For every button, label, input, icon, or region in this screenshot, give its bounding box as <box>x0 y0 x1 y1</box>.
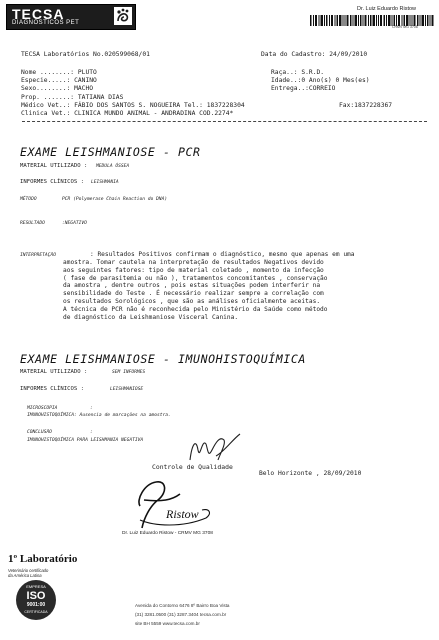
interp-line: da amostra , dentre outros , pois estas situações podem interferir na <box>63 282 321 290</box>
pet-icon <box>114 7 132 25</box>
exam2-imuno-result: IMUNOHISTOQUÍMICA: Ausencia de marcações na amostra. <box>27 413 171 418</box>
lab-id-line: TECSA Laboratórios No.020599068/01 <box>21 51 150 58</box>
badge-sub2: da América Latina <box>8 573 42 578</box>
certification-badge <box>6 553 78 635</box>
vet-fax: Fax:1837228367 <box>339 102 393 109</box>
exam2-material-label: MATERIAL UTILIZADO : <box>20 369 88 375</box>
patient-species: Especie.....: CANINO <box>21 77 97 84</box>
patient-breed: Raça..: S.R.D. <box>271 69 325 76</box>
interp-line: os resultados Sorológicos , que são as análises oficialmente aceitas. <box>63 298 321 306</box>
owner-name: Prop. .......: TATIANA DIAS <box>21 94 124 101</box>
iso-seal-icon <box>16 580 56 620</box>
interp-line: sensibilidade do Teste . É necessário realizar sempre a correlação com <box>63 290 324 298</box>
exam1-interpretation <box>63 251 435 322</box>
interp-line: aos seguintes fatores: tipo de material coletado , momento da infecção <box>63 266 324 274</box>
exam2-conclusion-value: IMUNOHISTOQUÍMICA PARA LEISHMANIA NEGATIVA <box>27 438 144 443</box>
logo-subtitle: DIAGNOSTICOS PET <box>12 20 80 26</box>
doctor-signature <box>132 476 214 534</box>
header-signer: Dr. Luiz Eduardo Ristow <box>357 6 416 12</box>
logo-brand: TECSA <box>12 6 65 22</box>
exam2-material-value: SEM INFORMES <box>112 370 146 375</box>
patient-sex: Sexo........: MACHO <box>21 85 94 92</box>
cadastro-date: Data do Cadastro: 24/09/2010 <box>261 51 368 58</box>
exam1-method-value: PCR (Polymerase Chain Reaction do DNA) <box>62 197 168 202</box>
quality-control-label: Controle de Qualidade <box>152 463 233 471</box>
exam1-method-label: MÉTODO <box>20 197 37 202</box>
exam2-conclusion-label: CONCLUSÃO <box>27 430 52 435</box>
exam2-conclusion-colon: : <box>90 430 93 435</box>
exam1-material-value: MEDULA ÓSSEA <box>96 164 130 169</box>
interp-line: ( fase de parasitemia ou não ), tratamentos concomitantes , conservação <box>63 274 328 282</box>
exam1-material-label: MATERIAL UTILIZADO : <box>20 163 88 169</box>
exam1-informes-label: INFORMES CLÍNICOS : <box>20 179 84 185</box>
interp-line: A técnica de PCR não é reconhecida pelo Ministério da Saúde como método <box>63 305 328 313</box>
delivery-method: Entrega..:CORREIO <box>271 85 336 92</box>
exam2-microscopia-label: MICROSCOPIA <box>27 406 58 411</box>
badge-empresa: EMPRESA <box>26 584 46 589</box>
place-date: Belo Horizonte , 28/09/2010 <box>259 470 362 477</box>
doctor-signer: Dr. Luiz Eduardo Ristow - CRMV MG 3708 <box>122 531 213 536</box>
barcode-number: CRMV MG 3708 <box>392 25 418 29</box>
exam1-title: EXAME LEISHMANIOSE - PCR <box>20 145 201 159</box>
badge-title: 1º Laboratório <box>8 553 78 565</box>
footer-address-line: site BH 5559 www.tecsa.com.br <box>135 621 200 626</box>
badge-iso-number: 9001:00 <box>26 602 46 608</box>
badge-iso: ISO <box>26 590 46 602</box>
patient-age: Idade..:0 Ano(s) 0 Mes(es) <box>271 77 370 84</box>
badge-certified: CERTIFICADA <box>24 610 48 614</box>
exam2-informes-value: LEISHMANIOSE <box>110 387 144 392</box>
exam1-result-label: RESULTADO <box>20 221 45 226</box>
interp-line: amostra. Tomar cautela na interpretação de resultados Negativos devido <box>63 258 324 266</box>
exam2-informes-label: INFORMES CLÍNICOS : <box>20 386 84 392</box>
footer-address-line: Avenida do Contorno 6476 8º Bairro Boa Vista <box>135 603 230 608</box>
vet-clinic: Clinica Vet.: CLINICA MUNDO ANIMAL - ANDRADINA COD.2274* <box>21 110 234 117</box>
exam2-title: EXAME LEISHMANIOSE - IMUNOHISTOQUÍMICA <box>20 352 306 366</box>
interp-line: : Resultados Positivos confirmam o diagnóstico, mesmo que apenas em uma <box>90 251 355 258</box>
patient-name: Nome ........: PLUTO <box>21 69 97 76</box>
section-divider <box>22 121 427 122</box>
exam2-microscopia-colon: : <box>90 406 93 411</box>
exam1-interp-label: INTERPRETAÇÃO <box>20 253 56 258</box>
footer-address-line: (31) 3281.0500 (31) 3287.3404 tecsa.com.br <box>135 612 227 617</box>
tecsa-logo <box>6 4 136 30</box>
exam1-informes-value: LEISHMANIA <box>91 180 119 185</box>
vet-doctor: Médico Vet..: FÁBIO DOS SANTOS S. NOGUEIRA Tel.: 1837228304 <box>21 102 245 109</box>
badge-sub1: Veterinário certificado <box>8 568 49 573</box>
exam1-result-value: :NEGATIVO <box>62 221 87 226</box>
interp-line: de diagnóstico da Leishmaniose Visceral Canina. <box>63 313 239 321</box>
signature-text: Ristow <box>166 507 199 521</box>
